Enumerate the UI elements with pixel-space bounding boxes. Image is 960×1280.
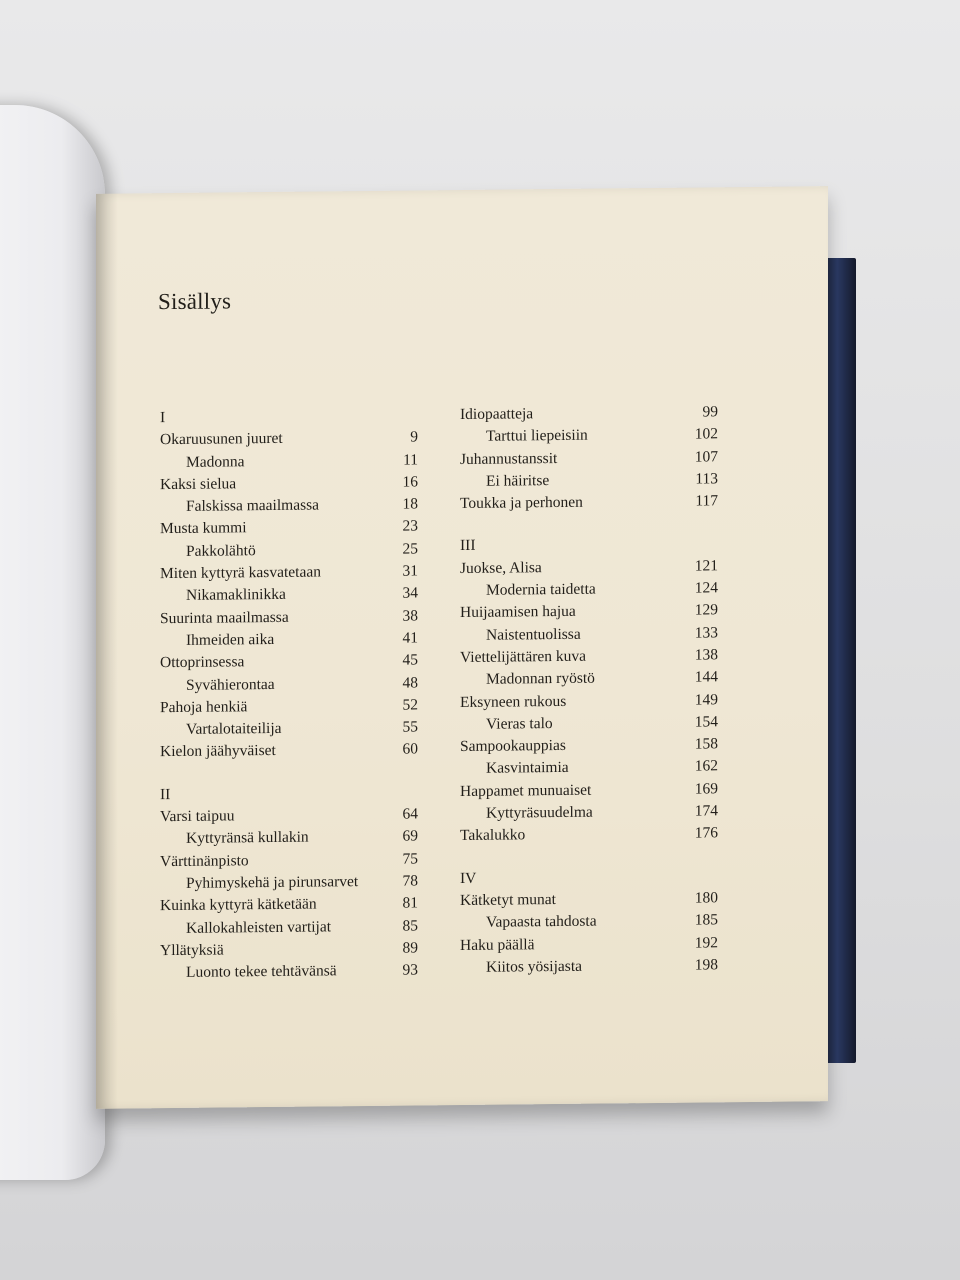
toc-subentry xyxy=(160,915,450,940)
entry-page-number: 16 xyxy=(402,473,418,491)
toc-subentry xyxy=(160,870,450,895)
entry-title: Ihmeiden aika xyxy=(186,630,275,649)
toc-subentry xyxy=(460,800,750,825)
toc-entry xyxy=(460,555,750,580)
entry-page-number: 149 xyxy=(694,690,718,709)
entry-page-number: 154 xyxy=(694,713,718,731)
entry-title: Haku päällä xyxy=(460,935,535,954)
toc-entry xyxy=(160,937,450,962)
entry-title: Naistentuolissa xyxy=(486,625,581,644)
toc-subentry xyxy=(160,538,450,563)
entry-title: Vapaasta tahdosta xyxy=(486,912,597,931)
toc-subentry xyxy=(160,583,450,608)
entry-page-number: 85 xyxy=(402,916,418,935)
toc-entry xyxy=(160,605,450,630)
entry-page-number: 25 xyxy=(402,540,418,558)
entry-title: Pahoja henkiä xyxy=(160,698,248,717)
entry-title: Miten kyttyrä kasvatetaan xyxy=(160,563,321,583)
entry-title: Pakkolähtö xyxy=(186,541,256,560)
entry-title: Tarttui liepeisiin xyxy=(486,426,588,446)
toc-subentry xyxy=(460,755,750,780)
entry-title: Falskissa maailmassa xyxy=(186,496,320,516)
entry-title: Kiitos yösijasta xyxy=(486,957,583,976)
entry-page-number: 55 xyxy=(402,718,418,736)
entry-page-number: 162 xyxy=(694,757,718,776)
entry-page-number: 23 xyxy=(402,517,418,536)
facing-page-edge xyxy=(0,105,105,1180)
toc-section-heading xyxy=(460,865,750,890)
entry-page-number: 158 xyxy=(694,735,718,753)
toc-subentry xyxy=(160,627,450,652)
toc-entry xyxy=(460,490,750,515)
toc-entry xyxy=(460,644,750,669)
toc-subentry xyxy=(160,959,450,984)
entry-title: Kaksi sielua xyxy=(160,475,237,494)
toc-subentry xyxy=(160,493,450,518)
toc-subentry xyxy=(160,672,450,697)
entry-page-number: 144 xyxy=(694,668,718,686)
entry-page-number: 192 xyxy=(694,933,718,952)
toc-entry xyxy=(160,694,450,719)
toc-subentry xyxy=(460,423,750,448)
entry-page-number: 64 xyxy=(402,805,418,823)
toc-entry xyxy=(160,516,450,541)
entry-page-number: 60 xyxy=(402,740,418,759)
toc-column-left xyxy=(160,404,450,984)
entry-title: Luonto tekee tehtävänsä xyxy=(186,962,337,982)
entry-title: Kyttyräsuudelma xyxy=(486,803,593,822)
toc-subentry xyxy=(460,666,750,691)
toc-subentry xyxy=(160,825,450,850)
entry-title: Viettelijättären kuva xyxy=(460,647,587,666)
toc-entry xyxy=(160,649,450,674)
entry-page-number: 124 xyxy=(694,579,718,597)
entry-title: Yllätyksiä xyxy=(160,941,224,959)
entry-title: Madonna xyxy=(186,452,245,471)
entry-title: Juokse, Alisa xyxy=(460,558,542,577)
toc-entry xyxy=(460,733,750,758)
toc-entry xyxy=(460,887,750,912)
toc-entry xyxy=(160,426,450,451)
gutter-shadow xyxy=(96,194,118,1109)
toc-entry xyxy=(160,471,450,496)
entry-page-number: 99 xyxy=(702,403,718,421)
entry-page-number: 176 xyxy=(694,824,718,842)
entry-page-number: 48 xyxy=(402,674,418,692)
entry-page-number: 75 xyxy=(402,850,418,868)
toc-subentry xyxy=(460,622,750,647)
entry-title: Kasvintaimia xyxy=(486,759,569,778)
entry-title: Eksyneen rukous xyxy=(460,692,567,711)
toc-section-heading xyxy=(160,781,450,806)
section-numeral: III xyxy=(460,537,476,555)
entry-page-number: 138 xyxy=(694,646,718,664)
toc-entry xyxy=(460,778,750,803)
entry-title: Suurinta maailmassa xyxy=(160,608,289,627)
entry-title: Kätketyt munat xyxy=(460,890,556,909)
entry-title: Kallokahleisten vartijat xyxy=(186,917,332,937)
entry-page-number: 102 xyxy=(694,425,718,443)
entry-page-number: 121 xyxy=(694,557,718,575)
entry-title: Sampookauppias xyxy=(460,737,566,756)
entry-page-number: 41 xyxy=(402,629,418,647)
toc-entry xyxy=(160,848,450,873)
entry-page-number: 34 xyxy=(402,584,418,602)
entry-title: Värttinänpisto xyxy=(160,851,249,870)
entry-page-number: 113 xyxy=(695,470,718,488)
entry-page-number: 45 xyxy=(402,651,418,669)
entry-title: Vieras talo xyxy=(486,714,553,733)
entry-page-number: 198 xyxy=(694,956,718,974)
entry-title: Nikamaklinikka xyxy=(186,586,286,605)
toc-subentry xyxy=(460,909,750,934)
toc-entry xyxy=(160,560,450,585)
entry-page-number: 69 xyxy=(402,827,418,845)
toc-entry xyxy=(460,446,750,471)
entry-page-number: 93 xyxy=(402,961,418,979)
entry-page-number: 89 xyxy=(402,939,418,957)
entry-page-number: 174 xyxy=(694,802,718,820)
section-numeral: I xyxy=(160,409,166,427)
entry-page-number: 38 xyxy=(402,607,418,625)
entry-title: Pyhimyskehä ja pirunsarvet xyxy=(186,873,359,892)
entry-page-number: 31 xyxy=(402,562,418,580)
toc-entry xyxy=(160,803,450,828)
toc-subentry xyxy=(460,577,750,602)
entry-title: Kuinka kyttyrä kätketään xyxy=(160,895,317,915)
toc-subentry xyxy=(460,954,750,979)
entry-title: Ottoprinsessa xyxy=(160,653,245,672)
toc-section-heading xyxy=(460,532,750,557)
entry-title: Idiopaatteja xyxy=(460,405,534,424)
entry-title: Kielon jäähyväiset xyxy=(160,742,276,761)
toc-entry xyxy=(460,822,750,847)
toc-subentry xyxy=(460,711,750,736)
toc-subentry xyxy=(160,449,450,474)
entry-title: Kyttyränsä kullakin xyxy=(186,828,309,848)
entry-page-number: 107 xyxy=(694,447,718,466)
entry-page-number: 18 xyxy=(402,495,418,513)
section-numeral: IV xyxy=(460,869,477,887)
toc-column-right xyxy=(460,401,750,979)
entry-title: Ei häiritse xyxy=(486,471,550,490)
entry-page-number: 129 xyxy=(694,601,718,619)
toc-subentry xyxy=(460,468,750,493)
entry-title: Modernia taidetta xyxy=(486,580,596,599)
toc-subentry xyxy=(160,716,450,741)
section-numeral: II xyxy=(160,785,171,803)
entry-title: Vartalotaiteilija xyxy=(186,720,282,739)
toc-entry xyxy=(460,599,750,624)
entry-title: Huijaamisen hajua xyxy=(460,603,576,622)
entry-title: Juhannustanssit xyxy=(460,449,558,468)
entry-page-number: 169 xyxy=(694,780,718,798)
entry-page-number: 133 xyxy=(694,623,718,642)
toc-entry xyxy=(160,739,450,764)
entry-page-number: 180 xyxy=(694,889,718,907)
entry-title: Varsi taipuu xyxy=(160,807,235,826)
entry-title: Takalukko xyxy=(460,826,526,845)
entry-page-number: 52 xyxy=(402,696,418,714)
entry-title: Musta kummi xyxy=(160,519,247,538)
entry-title: Madonnan ryöstö xyxy=(486,669,595,689)
entry-title: Syvähierontaa xyxy=(186,675,275,694)
entry-page-number: 185 xyxy=(694,911,718,929)
toc-entry xyxy=(460,689,750,714)
entry-title: Happamet munuaiset xyxy=(460,781,592,800)
page-title: Sisällys xyxy=(158,288,232,315)
toc-entry xyxy=(460,401,750,426)
toc-entry xyxy=(160,892,450,917)
entry-page-number: 9 xyxy=(410,428,418,446)
entry-title: Okaruusunen juuret xyxy=(160,430,283,449)
contents-page xyxy=(96,186,828,1109)
entry-page-number: 11 xyxy=(403,451,418,469)
entry-page-number: 78 xyxy=(402,872,418,890)
toc-section-heading xyxy=(160,404,450,429)
entry-title: Toukka ja perhonen xyxy=(460,493,583,513)
toc-entry xyxy=(460,932,750,957)
entry-page-number: 81 xyxy=(402,894,418,912)
entry-page-number: 117 xyxy=(695,492,718,510)
